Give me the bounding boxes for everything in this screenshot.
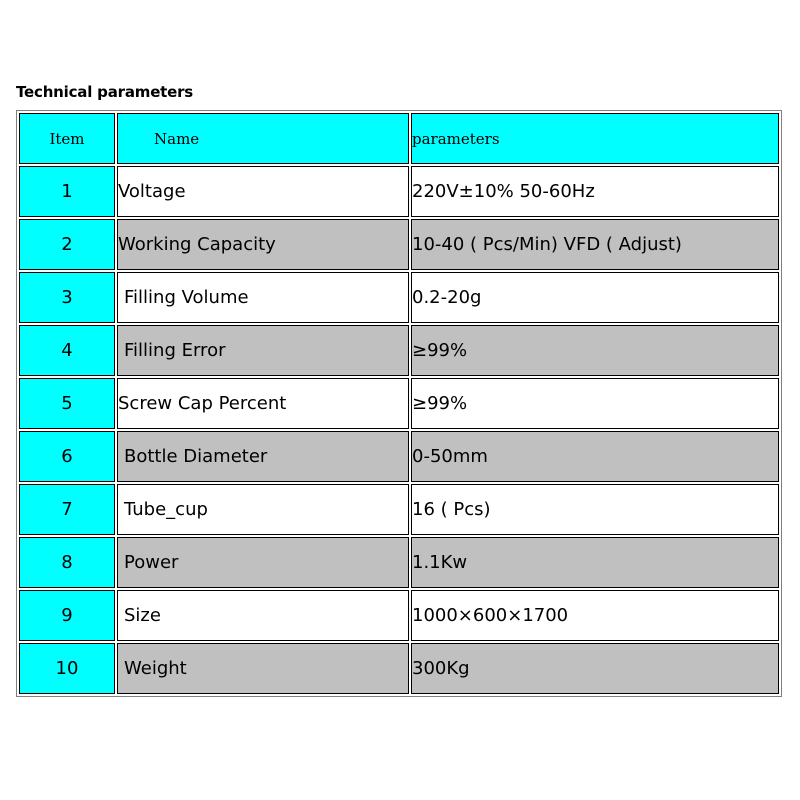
row-name: Weight bbox=[117, 643, 409, 694]
table-row bbox=[19, 537, 779, 588]
table-header-row bbox=[19, 113, 779, 164]
row-name: Tube_cup bbox=[117, 484, 409, 535]
row-item: 8 bbox=[19, 537, 115, 588]
row-value: ≥99% bbox=[411, 325, 779, 376]
row-value: 16 ( Pcs) bbox=[411, 484, 779, 535]
table-row bbox=[19, 219, 779, 270]
row-item: 3 bbox=[19, 272, 115, 323]
row-value: 0.2-20g bbox=[411, 272, 779, 323]
row-value: 1000×600×1700 bbox=[411, 590, 779, 641]
technical-parameters-table bbox=[16, 110, 782, 697]
row-item: 10 bbox=[19, 643, 115, 694]
row-name: Screw Cap Percent bbox=[117, 378, 409, 429]
row-name: Power bbox=[117, 537, 409, 588]
row-item: 9 bbox=[19, 590, 115, 641]
table-row bbox=[19, 431, 779, 482]
row-item: 5 bbox=[19, 378, 115, 429]
header-item: Item bbox=[19, 113, 115, 164]
row-name: Working Capacity bbox=[117, 219, 409, 270]
row-name: Filling Volume bbox=[117, 272, 409, 323]
row-value: 300Kg bbox=[411, 643, 779, 694]
row-item: 2 bbox=[19, 219, 115, 270]
row-value: ≥99% bbox=[411, 378, 779, 429]
row-item: 7 bbox=[19, 484, 115, 535]
row-name: Bottle Diameter bbox=[117, 431, 409, 482]
header-name: Name bbox=[117, 113, 409, 164]
row-item: 6 bbox=[19, 431, 115, 482]
row-item: 4 bbox=[19, 325, 115, 376]
table-row bbox=[19, 272, 779, 323]
row-name: Voltage bbox=[117, 166, 409, 217]
row-value: 1.1Kw bbox=[411, 537, 779, 588]
row-value: 220V±10% 50-60Hz bbox=[411, 166, 779, 217]
row-name: Size bbox=[117, 590, 409, 641]
table-row bbox=[19, 378, 779, 429]
row-value: 10-40 ( Pcs/Min) VFD ( Adjust) bbox=[411, 219, 779, 270]
row-name: Filling Error bbox=[117, 325, 409, 376]
row-value: 0-50mm bbox=[411, 431, 779, 482]
table-row bbox=[19, 643, 779, 694]
row-item: 1 bbox=[19, 166, 115, 217]
table-row bbox=[19, 325, 779, 376]
header-parameters: parameters bbox=[411, 113, 779, 164]
page-title: Technical parameters bbox=[16, 83, 194, 101]
table-row bbox=[19, 166, 779, 217]
table-row bbox=[19, 590, 779, 641]
table-row bbox=[19, 484, 779, 535]
